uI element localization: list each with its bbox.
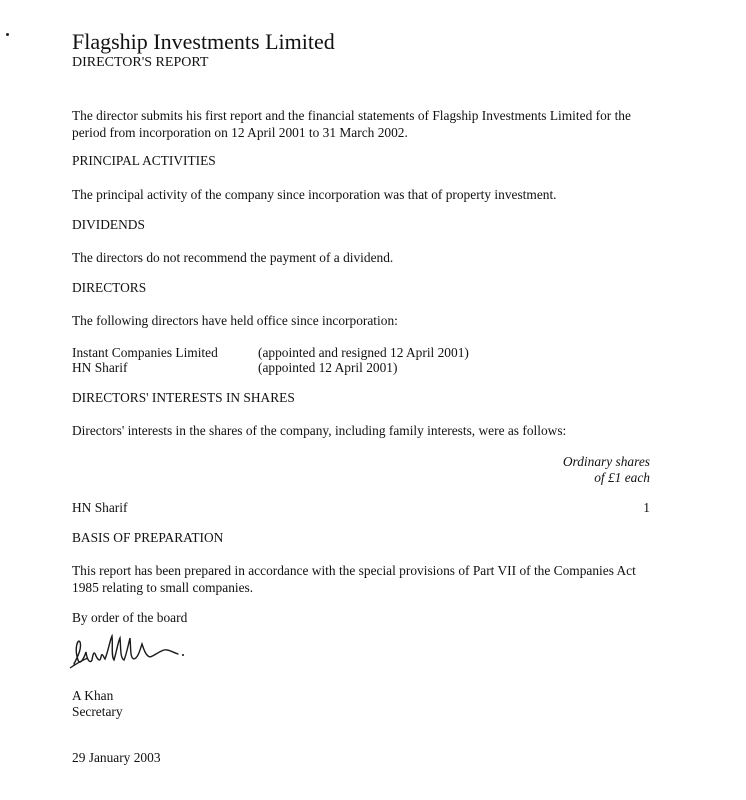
basis-heading: BASIS OF PREPARATION [72,530,224,545]
shares-column-subheader: of £1 each [594,470,650,485]
shareholder-name: HN Sharif [72,500,128,515]
signatory-name: A Khan [72,688,114,703]
principal-activities-text: The principal activity of the company since incorporation was that of property investment. [72,187,557,202]
director-name: HN Sharif [72,360,128,375]
by-order-text: By order of the board [72,610,188,625]
interests-heading: DIRECTORS' INTERESTS IN SHARES [72,390,295,405]
scan-speck [6,33,9,36]
director-appointment-note: (appointed 12 April 2001) [258,360,398,375]
directors-intro-text: The following directors have held office since incorporation: [72,313,398,328]
director-name: Instant Companies Limited [72,345,218,360]
shareholding-value: 1 [643,500,650,515]
dividends-text: The directors do not recommend the payment of a dividend. [72,250,394,265]
signature-image [68,630,218,680]
intro-paragraph: The director submits his first report and the financial statements of Flagship Investments Limited for the period from incorporation on 12 April 2001 to 31 March 2002. [72,108,631,140]
interests-intro-text: Directors' interests in the shares of the company, including family interests, were as follows: [72,423,567,438]
report-title: DIRECTOR'S REPORT [72,55,209,70]
director-appointment-note: (appointed and resigned 12 April 2001) [258,345,469,360]
shares-column-header: Ordinary shares [562,454,650,469]
signatory-role: Secretary [72,704,123,719]
basis-paragraph: This report has been prepared in accordance with the special provisions of Part VII of the Companies Act 1985 relating to small companies. [72,563,636,595]
report-date: 29 January 2003 [72,750,161,765]
dividends-heading: DIVIDENDS [72,217,145,232]
principal-activities-heading: PRINCIPAL ACTIVITIES [72,153,216,168]
directors-heading: DIRECTORS [72,280,147,295]
company-name: Flagship Investments Limited [72,29,335,54]
